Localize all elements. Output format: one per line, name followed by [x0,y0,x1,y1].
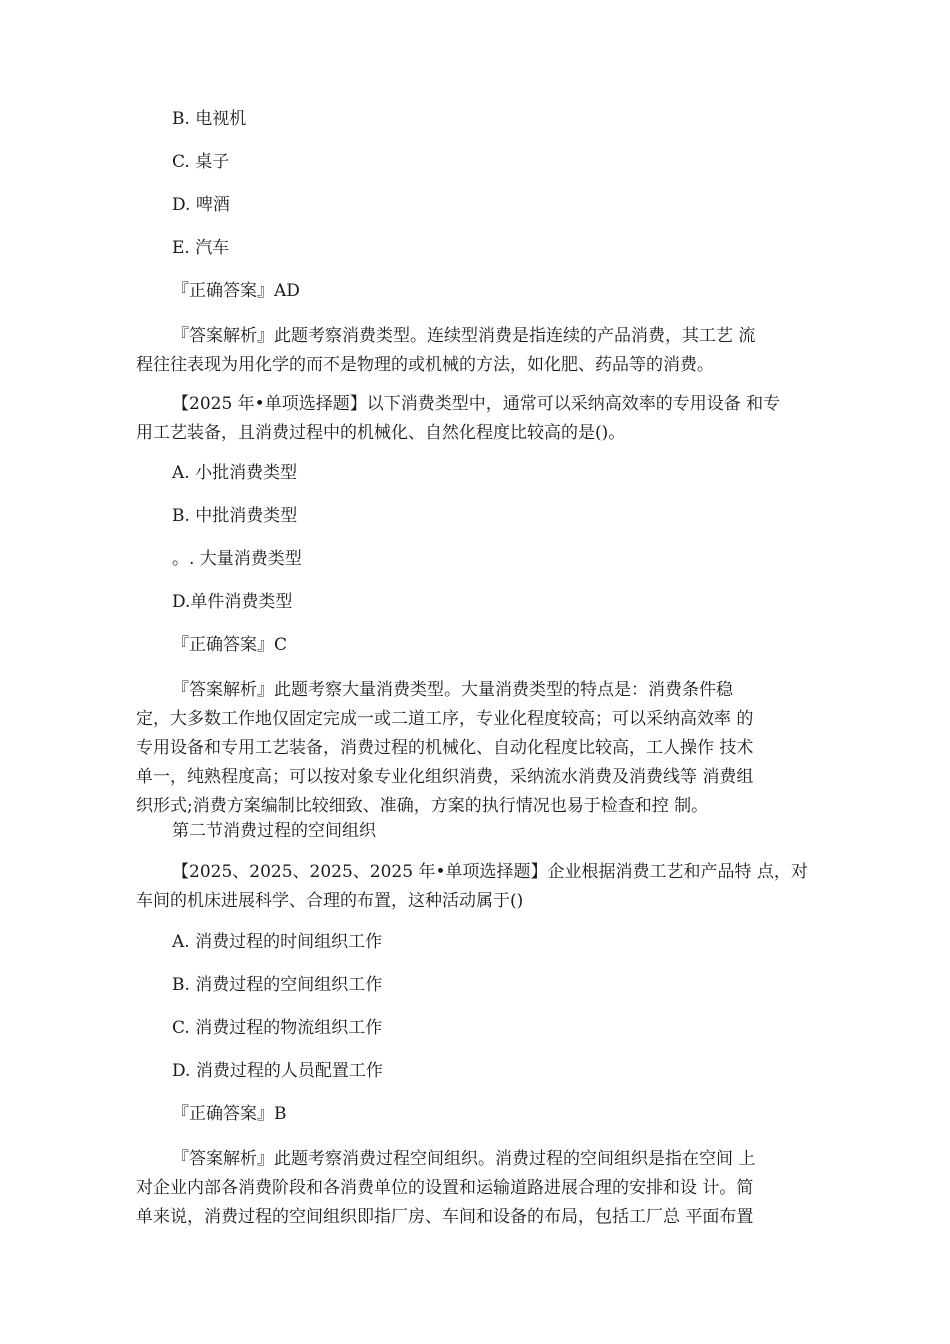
q3-answer: 『正确答案』B [172,1104,287,1124]
q2-stem-line: 【2025 年•单项选择题】以下消费类型中，通常可以采纳高效率的专用设备 和专 [172,394,781,414]
q1-option-e: E. 汽车 [172,238,230,258]
q3-option-d: D. 消费过程的人员配置工作 [172,1061,383,1081]
q3-analysis-line: 对企业内部各消费阶段和各消费单位的设置和运输道路进展合理的安排和设 计。简 [136,1178,754,1198]
q3-option-b: B. 消费过程的空间组织工作 [172,975,383,995]
q1-analysis-line: 『答案解析』此题考察消费类型。连续型消费是指连续的产品消费，其工艺 流 [172,326,756,346]
q2-option-d: D.单件消费类型 [172,592,293,612]
q2-stem-line: 用工艺装备，且消费过程中的机械化、自然化程度比较高的是()。 [136,423,626,443]
q2-analysis-line: 单一，纯熟程度高；可以按对象专业化组织消费，采纳流水消费及消费线等 消费组 [136,767,754,787]
q3-analysis-line: 单来说，消费过程的空间组织即指厂房、车间和设备的布局，包括工厂总 平面布置 [136,1207,754,1227]
q2-stem [136,390,816,448]
q1-option-c: C. 桌子 [172,152,230,172]
q1-option-b: B. 电视机 [172,109,247,129]
q1-analysis-line: 程往往表现为用化学的而不是物理的或机械的方法，如化肥、药品等的消费。 [136,355,714,375]
q3-analysis-line: 『答案解析』此题考察消费过程空间组织。消费过程的空间组织是指在空间 上 [172,1149,756,1169]
q1-answer: 『正确答案』AD [172,281,300,301]
q3-analysis [136,1145,816,1232]
q2-analysis-line: 织形式;消费方案编制比较细致、准确，方案的执行情况也易于检查和控 制。 [136,796,709,816]
q3-stem-line: 【2025、2025、2025、2025 年•单项选择题】企业根据消费工艺和产品特 点，对 [172,862,808,882]
q2-answer: 『正确答案』C [172,635,288,655]
q2-option-c: 。. 大量消费类型 [172,549,302,569]
q3-option-c: C. 消费过程的物流组织工作 [172,1018,383,1038]
q2-analysis-line: 『答案解析』此题考察大量消费类型。大量消费类型的特点是：消费条件稳 [172,680,733,700]
q2-analysis-line: 专用设备和专用工艺装备，消费过程的机械化、自动化程度比较高，工人操作 技术 [136,738,754,758]
q3-option-a: A. 消费过程的时间组织工作 [172,932,383,952]
q3-stem [136,858,816,916]
q3-stem-line: 车间的机床进展科学、合理的布置，这种活动属于() [136,891,524,911]
q1-analysis [136,322,816,380]
q2-option-a: A. 小批消费类型 [172,463,298,483]
q2-option-b: B. 中批消费类型 [172,506,298,526]
section-heading: 第二节消费过程的空间组织 [172,821,376,841]
q2-analysis [136,676,816,821]
q1-option-d: D. 啤酒 [172,195,230,215]
q2-analysis-line: 定，大多数工作地仅固定完成一或二道工序，专业化程度较高；可以采纳高效率 的 [136,709,754,729]
